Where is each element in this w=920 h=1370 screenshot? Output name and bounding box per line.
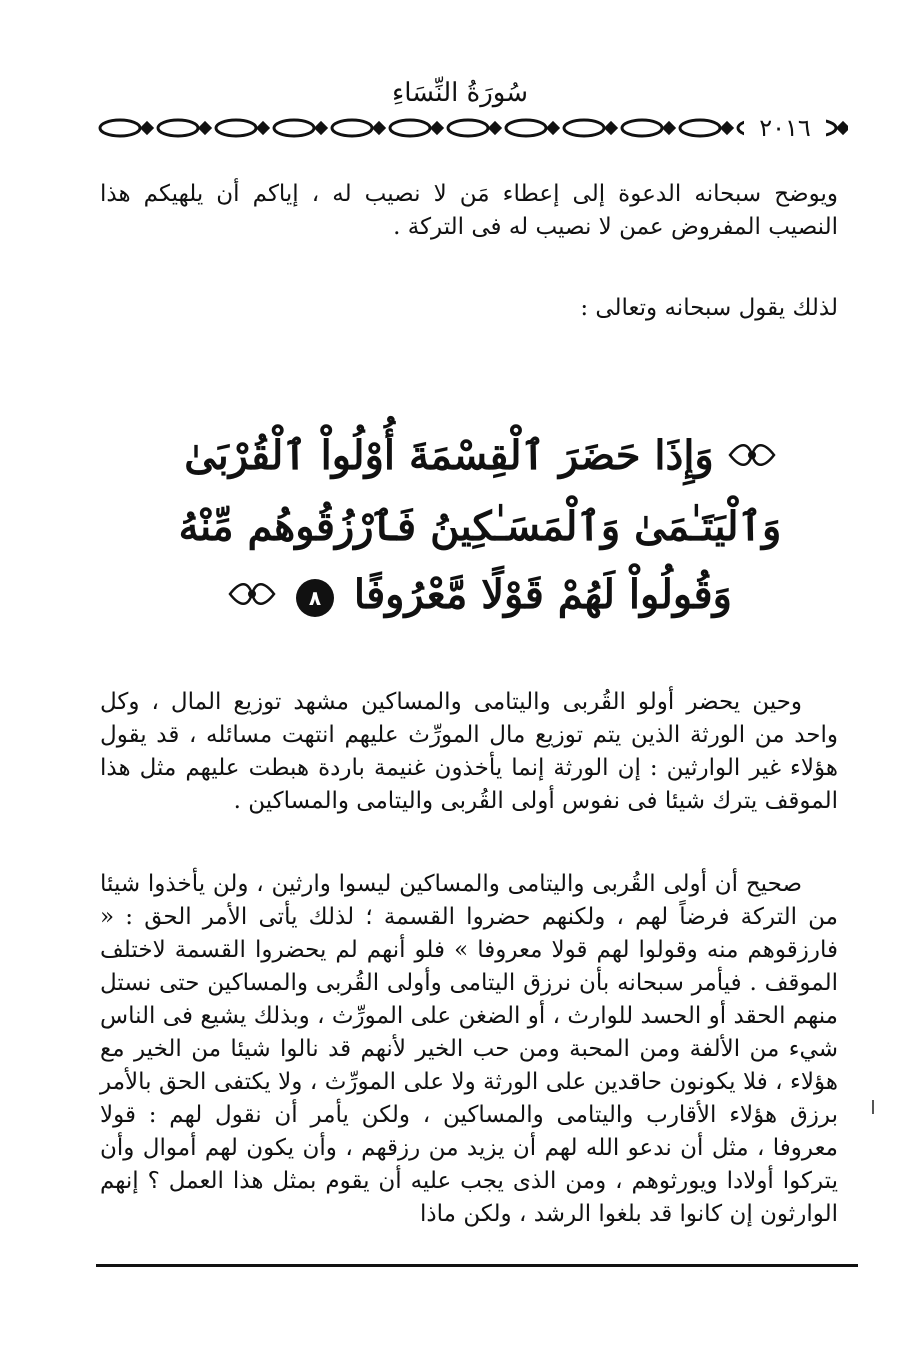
- surah-title: سُورَةُ النِّسَاءِ: [392, 78, 528, 108]
- ayah-number-badge: ٨: [296, 579, 334, 617]
- chain-diamond: [142, 123, 152, 133]
- chain-oval: [100, 120, 140, 136]
- chain-diamond: [606, 123, 616, 133]
- chain-diamond: [490, 123, 500, 133]
- verse-open-ornament-icon: [728, 425, 776, 493]
- chain-diamond: [664, 123, 674, 133]
- verse-close-ornament-icon: [228, 564, 276, 632]
- chain-diamond: [374, 123, 384, 133]
- chain-oval: [390, 120, 430, 136]
- chain-diamond: [432, 123, 442, 133]
- chain-oval: [158, 120, 198, 136]
- chain-oval: [216, 120, 256, 136]
- chain-diamond: [200, 123, 210, 133]
- chain-oval: [564, 120, 604, 136]
- header-ornamental-rule: [96, 116, 848, 140]
- chain-diamond: [722, 123, 732, 133]
- verse-text: وَإِذَا حَضَرَ ٱلْقِسْمَةَ أُوْلُواْ ٱلْقُرْبَىٰ وَٱلْيَتَـٰمَىٰ وَٱلْمَسَـٰكِينُ فَٱرْزُقُوهُم مِّنْهُ وَقُولُواْ لَهُمْ قَوْلًا مَّعْرُوفًا: [178, 432, 782, 618]
- chain-diamond: [548, 123, 558, 133]
- paragraph-intro: ويوضح سبحانه الدعوة إلى إعطاء مَن لا نصيب له ، إياكم أن يلهيكم هذا النصيب المفروض عمن لا نصيب له فى التركة .: [100, 181, 838, 240]
- chain-diamond: [838, 123, 848, 133]
- chain-oval: [622, 120, 662, 136]
- paragraph-lead-in: لذلك يقول سبحانه وتعالى :: [580, 295, 838, 321]
- chain-oval: [506, 120, 546, 136]
- quran-verse: [170, 422, 790, 632]
- chain-oval: [448, 120, 488, 136]
- margin-mark: [872, 1100, 874, 1114]
- chain-oval: [680, 120, 720, 136]
- chain-oval: [332, 120, 372, 136]
- chain-oval: [274, 120, 314, 136]
- paragraph-explanation: صحيح أن أولى القُربى واليتامى والمساكين ليسوا وارثين ، ولن يأخذوا شيئا من التركة فرضاً لهم ، ولكنهم حضروا القسمة ؛ لذلك يأتى الأمر الحق : « فارزقوهم منه وقولوا لهم قولا معروفا » فلو أنهم لم يحضروا القسمة لاختلف الموقف . فيأمر سبحانه بأن نرزق اليتامى وأولى القُربى والمساكين حتى نستل منهم الحقد أو الحسد للوارث ، أو الضغن على المورِّث ، وبذلك يشيع فى الناس شيء من الألفة ومن المحبة ومن حب الخير لأنهم قد نالوا شيئا من الخير مع هؤلاء ، فلا يكونون حاقدين على الورثة ولا على المورِّث ، ولا يكتفى الحق بالأمر برزق هؤلاء الأقارب واليتامى والمساكين ، ولكن يأمر أن نقول لهم : قولا معروفا ، مثل أن ندعو الله لهم أن يزيد من رزقهم ، وأن يكون لهم أموال وأن يتركوا أولادا ويورثوهم ، ومن الذى يجب عليه أن يقوم بمثل هذا العمل ؟ إنهم الوارثون إن كانوا قد بلغوا الرشد ، ولكن ماذا: [100, 871, 838, 1227]
- chain-diamond: [258, 123, 268, 133]
- page-number: ٢٠١٦: [744, 113, 826, 143]
- chain-diamond: [316, 123, 326, 133]
- bottom-rule: [96, 1264, 858, 1267]
- paragraph-inheritance: وحين يحضر أولو القُربى واليتامى والمساكين مشهد توزيع المال ، وكل واحد من الورثة الذين يتم توزيع مال المورِّث عليهم انتهت مسائله ، قد يقول هؤلاء غير الوارثين : إن الورثة إنما يأخذون غنيمة باردة هبطت عليهم مثل هذا الموقف يترك شيئا فى نفوس أولى القُربى واليتامى والمساكين .: [100, 689, 838, 814]
